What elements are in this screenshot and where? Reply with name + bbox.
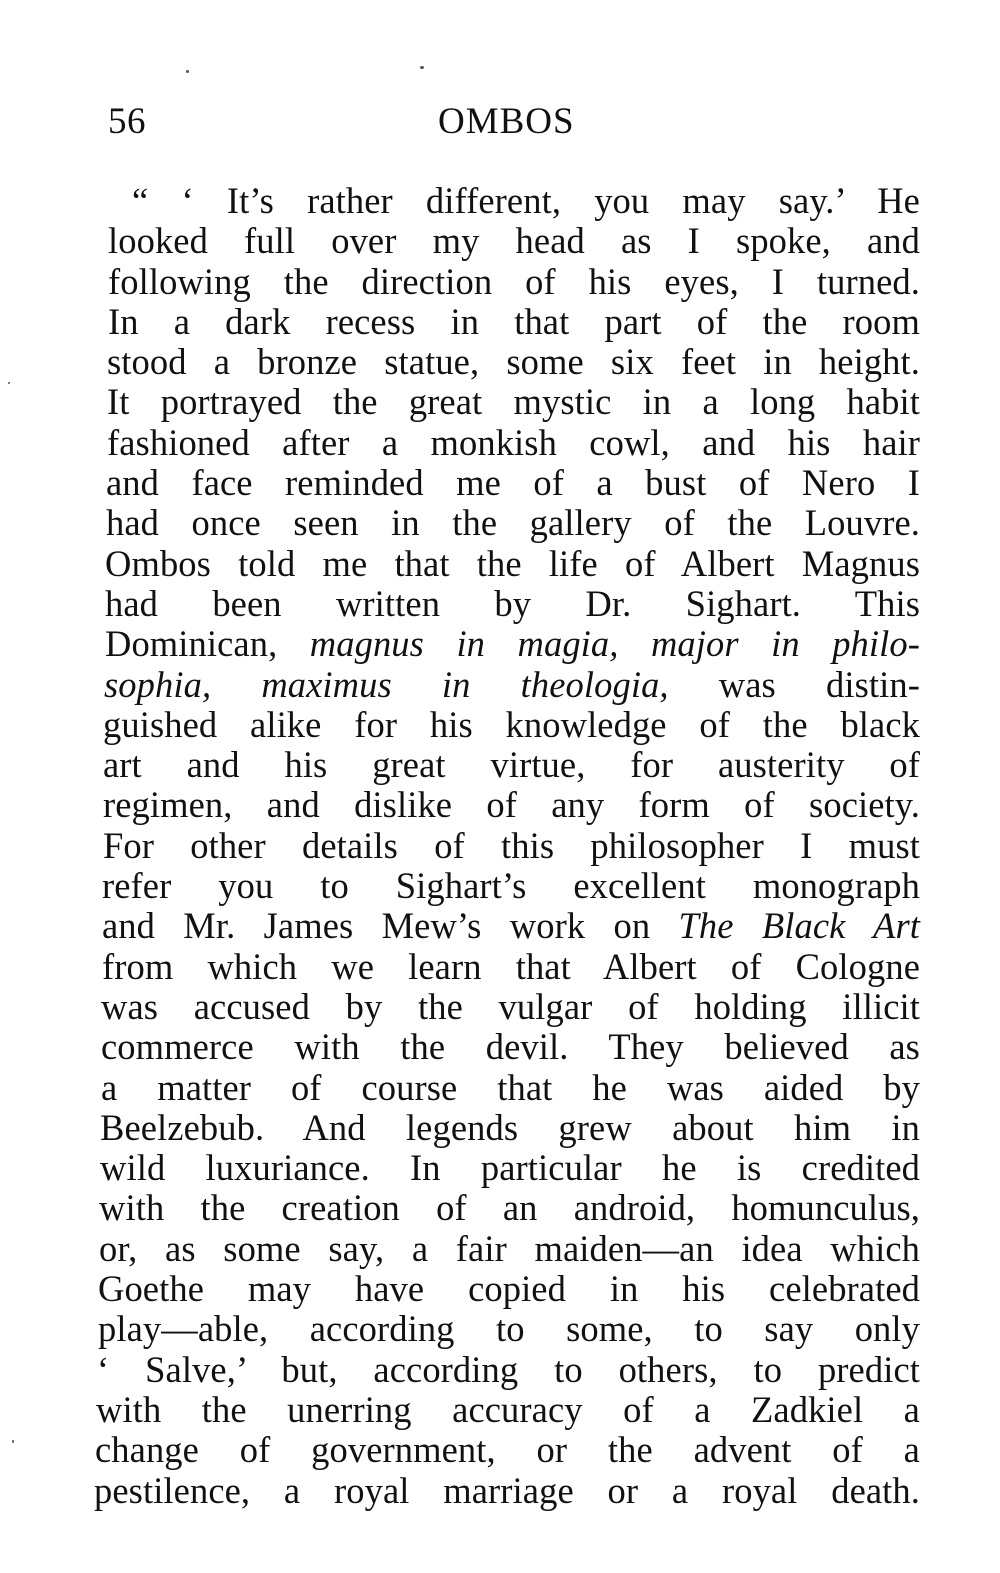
page-header <box>108 100 908 150</box>
text-line <box>92 503 920 543</box>
text-run: from which we learn that Albert of Cologne <box>102 945 920 987</box>
text-run: was accused by the vulgar of holding illicit <box>101 985 920 1027</box>
text-run: with the creation of an android, homunculus, <box>99 1187 920 1229</box>
text-line <box>92 1188 920 1228</box>
text-run: stood a bronze statue, some six feet in height. <box>107 341 920 383</box>
text-line <box>92 906 920 946</box>
text-line <box>92 1068 920 1108</box>
text-run: Dominican, <box>105 623 310 665</box>
italic-text: sophia, maximus in theologia, <box>104 663 669 705</box>
text-line <box>92 826 920 866</box>
page-number: 56 <box>108 101 146 142</box>
text-line <box>92 302 920 342</box>
text-line <box>92 987 920 1027</box>
text-run: Goethe may have copied in his celebrated <box>98 1268 920 1310</box>
text-run: following the direction of his eyes, I turned. <box>108 260 920 302</box>
text-line <box>92 947 920 987</box>
text-run: a matter of course that he was aided by <box>101 1066 920 1108</box>
text-run: refer you to Sighart’s excellent monograph <box>102 865 920 907</box>
italic-text: The Black Art <box>678 905 920 947</box>
text-line <box>92 1027 920 1067</box>
text-run: Ombos told me that the life of Albert Magnus <box>105 542 920 584</box>
text-line <box>92 262 920 302</box>
text-run: wild luxuriance. In particular he is credited <box>100 1147 920 1189</box>
text-line <box>92 665 920 705</box>
text-run: and face reminded me of a bust of Nero I <box>106 462 920 504</box>
text-run: looked full over my head as I spoke, and <box>108 220 920 262</box>
scan-speck <box>186 70 189 73</box>
text-run: had once seen in the gallery of the Louvre. <box>106 502 920 544</box>
text-run: For other details of this philosopher I must <box>103 824 920 866</box>
scan-speck <box>12 1440 14 1443</box>
text-line <box>92 423 920 463</box>
italic-text: magnus in magia, major in philo- <box>309 623 920 665</box>
text-run: It portrayed the great mystic in a long habit <box>107 381 920 423</box>
text-run: art and his great virtue, for austerity of <box>103 744 920 786</box>
text-line <box>92 181 920 221</box>
text-line <box>92 1229 920 1269</box>
text-line <box>92 584 920 624</box>
scan-speck <box>8 382 10 384</box>
text-line <box>92 745 920 785</box>
text-run: “ ‘ It’s rather different, you may say.’ He <box>132 180 920 221</box>
text-line <box>92 1269 920 1309</box>
body-text <box>92 181 920 1511</box>
text-line <box>92 463 920 503</box>
text-line <box>92 866 920 906</box>
text-run: In a dark recess in that part of the room <box>108 300 920 342</box>
text-line <box>92 624 920 664</box>
text-line <box>92 1471 920 1511</box>
text-line <box>92 221 920 261</box>
text-run: play—able, according to some, to say only <box>98 1308 920 1350</box>
text-line <box>92 1108 920 1148</box>
text-run: with the unerring accuracy of a Zadkiel a <box>96 1388 920 1430</box>
text-run: or, as some say, a fair maiden—an idea which <box>99 1227 920 1269</box>
text-line <box>92 1350 920 1390</box>
text-line <box>92 342 920 382</box>
text-run: commerce with the devil. They believed as <box>101 1026 920 1068</box>
scan-speck <box>420 66 424 69</box>
text-line <box>92 1390 920 1430</box>
running-head: OMBOS <box>438 101 575 142</box>
text-run: fashioned after a monkish cowl, and his hair <box>107 421 920 463</box>
text-run: change of government, or the advent of a <box>95 1429 920 1471</box>
text-run: ‘ Salve,’ but, according to others, to predict <box>97 1348 920 1390</box>
text-line <box>92 1430 920 1470</box>
text-run: Beelzebub. And legends grew about him in <box>100 1106 920 1148</box>
text-run: had been written by Dr. Sighart. This <box>105 582 920 624</box>
text-line <box>92 705 920 745</box>
text-line <box>92 1148 920 1188</box>
text-line <box>92 1309 920 1349</box>
text-line <box>92 382 920 422</box>
text-run: pestilence, a royal marriage or a royal death. <box>94 1469 920 1511</box>
text-run: regimen, and dislike of any form of society. <box>103 784 920 826</box>
text-run: was distin- <box>668 663 920 705</box>
text-run: guished alike for his knowledge of the black <box>103 703 920 745</box>
text-run: and Mr. James Mew’s work on <box>102 905 679 947</box>
text-line <box>92 544 920 584</box>
text-line <box>92 785 920 825</box>
